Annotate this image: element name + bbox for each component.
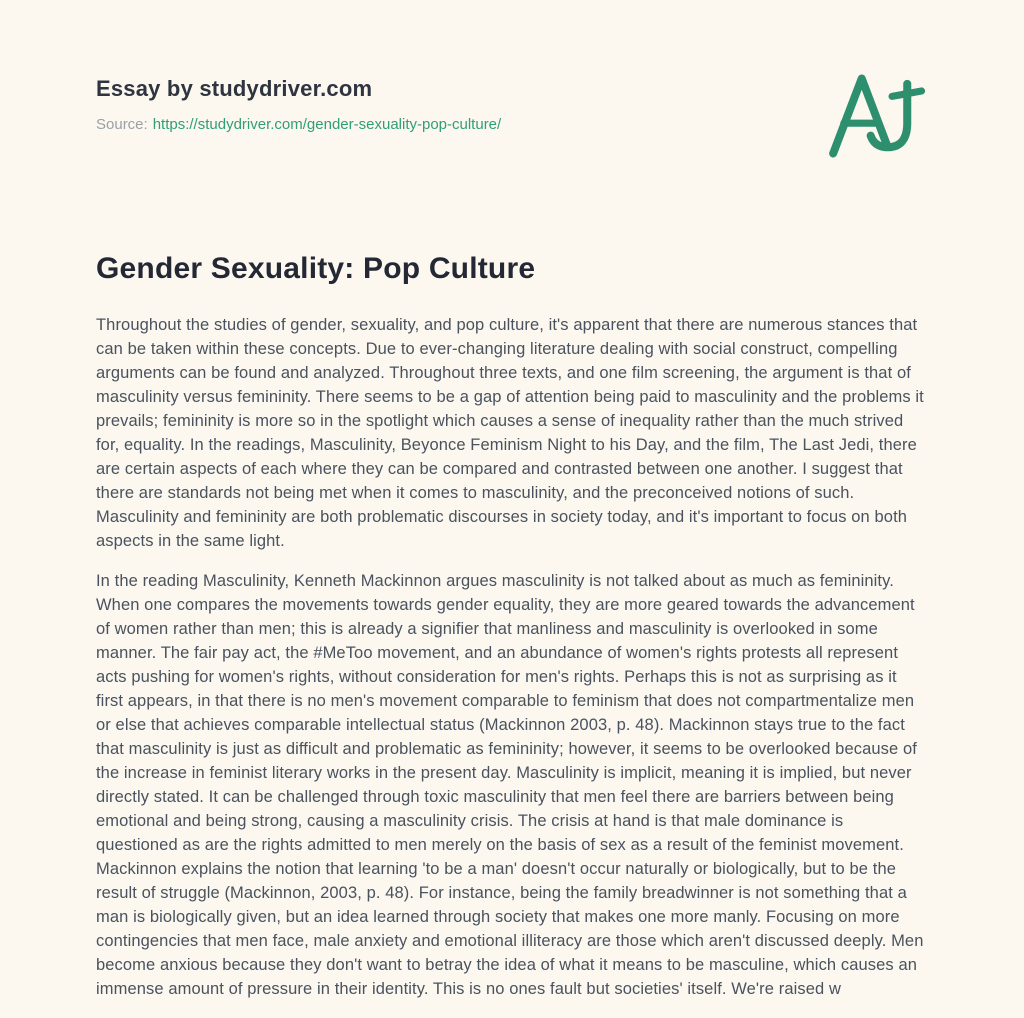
essay-paragraph-2: In the reading Masculinity, Kenneth Mackinnon argues masculinity is not talked about as much as femininity. When one compares the movements towards gender equality, they are more geared towards the advancement of women rather than men; this is already a signifier that manliness and masculinity is overlooked in some manner. The fair pay act, the #MeToo movement, and an abundance of women's rights protests all represent acts pushing for women's rights, without consideration for men's rights. Perhaps this is not as surprising as it first appears, in that there is no men's movement comparable to feminism that does not compartmentalize men or else that achieves comparable intellectual status (Mackinnon 2003, p. 48). Mackinnon stays true to the fact that masculinity is just as difficult and problematic as femininity; however, it seems to be overlooked because of the increase in feminist literary works in the present day. Masculinity is implicit, meaning it is implied, but never directly stated. It can be challenged through toxic masculinity that men feel there are barriers between being emotional and being strong, causing a masculinity crisis. The crisis at hand is that male dominance is questioned as are the rights admitted to men merely on the basis of sex as a result of the feminist movement. Mackinnon explains the notion that learning 'to be a man' doesn't occur naturally or biologically, but to be the result of struggle (Mackinnon, 2003, p. 48). For instance, being the family breadwinner is not something that a man is biologically given, but an idea learned through society that makes one more manly. Focusing on more contingencies that men face, male anxiety and emotional illiteracy are those which aren't discussed deeply. Men become anxious because they don't want to betray the idea of what it means to be masculine, which causes an immense amount of pressure in their identity. This is no ones fault but societies' itself. We're raised w bbox=[96, 572, 924, 998]
page-header bbox=[96, 76, 501, 133]
essay-byline: Essay by studydriver.com bbox=[96, 76, 373, 101]
studydriver-logo-icon bbox=[826, 66, 926, 166]
essay-body bbox=[96, 313, 928, 1001]
source-link[interactable]: https://studydriver.com/gender-sexuality-pop-culture/ bbox=[152, 116, 502, 133]
source-row bbox=[96, 116, 501, 133]
essay-article bbox=[96, 252, 928, 1001]
source-label: Source: bbox=[96, 116, 148, 133]
essay-title: Gender Sexuality: Pop Culture bbox=[96, 252, 536, 285]
essay-paragraph-1: Throughout the studies of gender, sexuality, and pop culture, it's apparent that there are numerous stances that can be taken within these concepts. Due to ever-changing literature dealing with social construct, compelling arguments can be found and analyzed. Throughout three texts, and one film screening, the argument is that of masculinity versus femininity. There seems to be a gap of attention being paid to masculinity and the problems it prevails; femininity is more so in the spotlight which causes a sense of inequality rather than the much strived for, equality. In the readings, Masculinity, Beyonce Feminism Night to his Day, and the film, The Last Jedi, there are certain aspects of each where they can be compared and contrasted between one another. I suggest that there are standards not being met when it comes to masculinity, and the preconceived notions of such. Masculinity and femininity are both problematic discourses in society today, and it's important to focus on both aspects in the same light. bbox=[96, 316, 924, 550]
